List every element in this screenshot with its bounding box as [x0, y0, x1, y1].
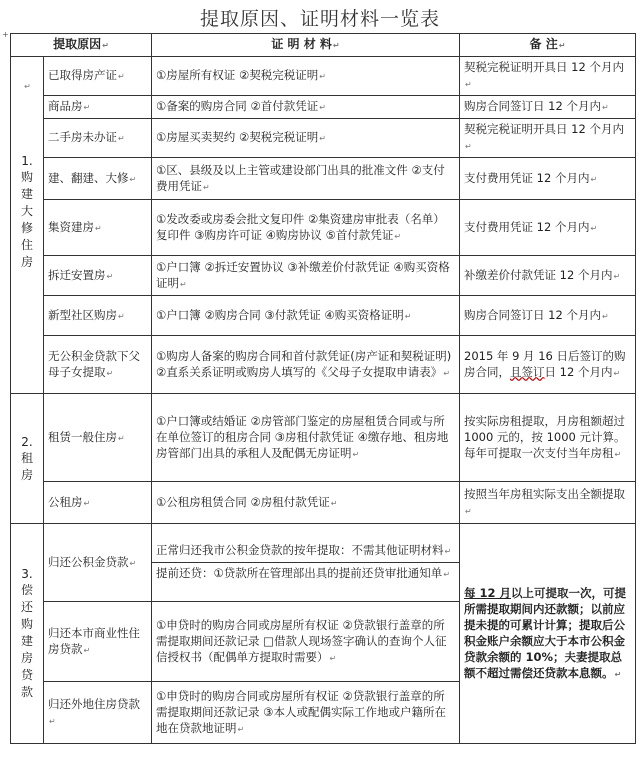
table-row	[11, 524, 636, 602]
table-row	[11, 200, 636, 256]
materials-cell: ①区、县级及以上主管或建设部门出具的批准文件 ②支付费用凭证↵	[152, 158, 460, 200]
remarks-cell: 补缴差价付款凭证 12 个月内↵	[460, 256, 636, 296]
header-remarks: 备 注↵	[460, 34, 636, 57]
remarks-cell: 2015 年 9 月 16 日后签订的购房合同，且签订日 12 个月内↵	[460, 336, 636, 394]
table-row	[11, 96, 636, 119]
table-row	[11, 336, 636, 394]
materials-cell: ①房屋买卖契约 ②契税完税证明↵	[152, 119, 460, 158]
table-row	[11, 256, 636, 296]
header-reason: 提取原因↵	[11, 34, 152, 57]
materials-cell: ①户口簿或结婚证 ②房管部门鉴定的房屋租赁合同或与所在单位签订的租房合同 ③房租付款凭证 ④缴存地、租房地房管部门出具的承租人及配偶无房证明↵	[152, 394, 460, 482]
materials-cell: ①房屋所有权证 ②契税完税证明↵	[152, 57, 460, 96]
reason-cell: 建、翻建、大修↵	[44, 158, 152, 200]
materials-normal-repay: 正常归还我市公积金贷款的按年提取：不需其他证明材料↵	[152, 540, 459, 563]
page-title: 提取原因、证明材料一览表	[199, 8, 440, 30]
materials-cell: ①户口簿 ②拆迁安置协议 ③补缴差价付款凭证 ④购买资格证明↵	[152, 256, 460, 296]
materials-cell: ①公租房租赁合同 ②房租付款凭证↵	[152, 482, 460, 524]
materials-cell: ①备案的购房合同 ②首付款凭证↵	[152, 96, 460, 119]
remarks-cell: 按实际房租提取，月房租额超过 1000 元的，按 1000 元计算。每年可提取一次支付当年房租↵	[460, 394, 636, 482]
header-row	[11, 34, 636, 57]
reason-cell: 已取得房产证↵	[44, 57, 152, 96]
remarks-cell: 契税完税证明开具日 12 个月内↵	[460, 57, 636, 96]
withdrawal-reasons-table	[10, 33, 636, 744]
remarks-cell: 购房合同签订日 12 个月内↵	[460, 96, 636, 119]
category-purchase: ↵ 1. 购 建 大 修 住 房	[11, 57, 44, 394]
reason-cell: 商品房↵	[44, 96, 152, 119]
reason-cell: 集资建房↵	[44, 200, 152, 256]
reason-cell: 无公积金贷款下父母子女提取↵	[44, 336, 152, 394]
materials-cell: ①申贷时的购房合同或房屋所有权证 ②贷款银行盖章的所需提取期间还款记录 ③本人或配偶实际工作地或户籍所在地在贷款地证明↵	[152, 682, 460, 744]
reason-cell: 归还公积金贷款↵	[44, 524, 152, 602]
table-row	[11, 296, 636, 336]
reason-cell: 拆迁安置房↵	[44, 256, 152, 296]
materials-cell	[152, 524, 460, 602]
table-row	[11, 482, 636, 524]
materials-early-repay: 提前还贷：①贷款所在管理部出具的提前还贷审批通知单↵	[156, 566, 451, 580]
table-row	[11, 119, 636, 158]
reason-cell: 租赁一般住房↵	[44, 394, 152, 482]
table-row	[11, 394, 636, 482]
reason-cell: 新型社区购房↵	[44, 296, 152, 336]
table-row	[11, 158, 636, 200]
reason-cell: 二手房未办证↵	[44, 119, 152, 158]
remarks-cell: 按照当年房租实际支出全额提取↵	[460, 482, 636, 524]
materials-cell: ①申贷时的购房合同或房屋所有权证 ②贷款银行盖章的所需提取期间还款记录 □借款人现场签字确认的查询个人征信授权书（配偶单方提取时需要）↵	[152, 602, 460, 682]
reason-cell: 归还外地住房贷款↵	[44, 682, 152, 744]
remarks-cell-repay: 每 12 月以上可提取一次，可提所需提取期间内还款额；以前应提未提的可累计计算；提取后公积金账户余额应大于本市公积金贷款余额的 10%；夫妻提取总额不超过需偿还贷款本息额。↵	[460, 524, 636, 744]
header-materials: 证 明 材 料↵	[152, 34, 460, 57]
materials-cell: ①户口簿 ②购房合同 ③付款凭证 ④购买资格证明↵	[152, 296, 460, 336]
table-anchor-mark: +	[2, 30, 9, 39]
table-row	[11, 57, 636, 96]
category-repay-loan: 3. 偿 还 购 建 房 贷 款	[11, 524, 44, 744]
reason-cell: 归还本市商业性住房贷款↵	[44, 602, 152, 682]
remarks-cell: 购房合同签订日 12 个月内↵	[460, 296, 636, 336]
remarks-cell: 支付费用凭证 12 个月内↵	[460, 200, 636, 256]
materials-cell: ①发改委或房委会批文复印件 ②集资建房审批表（名单）复印件 ③购房许可证 ④购房协议 ⑤首付款凭证↵	[152, 200, 460, 256]
category-rent: 2. 租 房	[11, 394, 44, 524]
materials-cell: ①购房人备案的购房合同和首付款凭证(房产证和契税证明) ②直系关系证明或购房人填写的《父母子女提取申请表》↵	[152, 336, 460, 394]
remarks-cell: 契税完税证明开具日 12 个月内↵	[460, 119, 636, 158]
remarks-cell: 支付费用凭证 12 个月内↵	[460, 158, 636, 200]
reason-cell: 公租房↵	[44, 482, 152, 524]
